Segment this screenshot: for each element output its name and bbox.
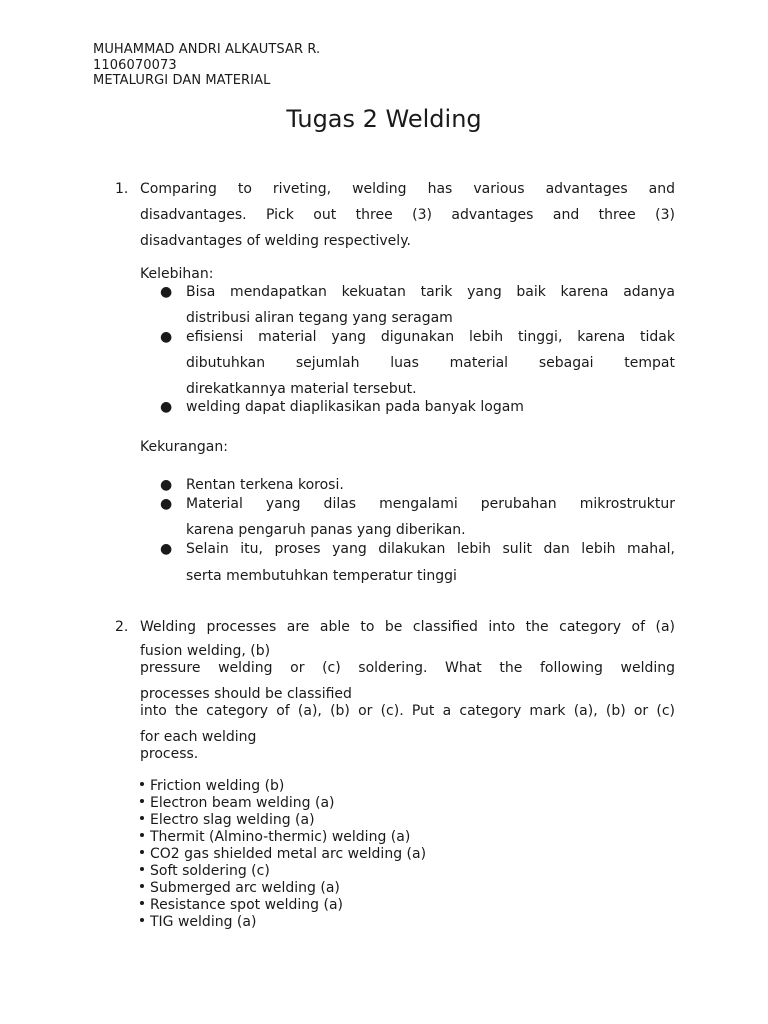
bullet-dot: ● bbox=[160, 477, 173, 493]
process-item: Electron beam welding (a) bbox=[140, 795, 334, 812]
question-1-number: 1. bbox=[115, 181, 129, 197]
process-item: TIG welding (a) bbox=[140, 914, 256, 931]
bullet-dot bbox=[140, 867, 144, 871]
bullet-dot bbox=[140, 782, 144, 786]
kelebihan-label: Kelebihan: bbox=[140, 266, 214, 282]
process-item: CO2 gas shielded metal arc welding (a) bbox=[140, 846, 426, 863]
process-item: Resistance spot welding (a) bbox=[140, 897, 343, 914]
department: METALURGI DAN MATERIAL bbox=[93, 73, 271, 88]
kelebihan-item-1: Bisa mendapatkan kekuatan tarik yang baik karena adanya bbox=[186, 284, 675, 300]
bullet-dot bbox=[140, 833, 144, 837]
question-1-line: disadvantages. Pick out three (3) advantages and three (3) bbox=[140, 207, 675, 223]
question-2-line: pressure welding or (c) soldering. What the following welding bbox=[140, 660, 675, 676]
question-1-line: Comparing to riveting, welding has various advantages and bbox=[140, 181, 675, 197]
question-2-line: for each welding bbox=[140, 729, 257, 745]
page-title: Tugas 2 Welding bbox=[286, 105, 482, 133]
question-2-line: into the category of (a), (b) or (c). Put a category mark (a), (b) or (c) bbox=[140, 703, 675, 719]
kekurangan-item-3: Selain itu, proses yang dilakukan lebih sulit dan lebih mahal, bbox=[186, 541, 675, 557]
question-2-line: fusion welding, (b) bbox=[140, 643, 271, 659]
question-1-line: disadvantages of welding respectively. bbox=[140, 233, 411, 249]
bullet-dot bbox=[140, 901, 144, 905]
bullet-dot bbox=[140, 884, 144, 888]
kelebihan-item-2: efisiensi material yang digunakan lebih tinggi, karena tidak bbox=[186, 329, 675, 345]
kekurangan-item-2: Material yang dilas mengalami perubahan mikrostruktur bbox=[186, 496, 675, 512]
bullet-dot: ● bbox=[160, 284, 173, 300]
question-2-line: processes should be classified bbox=[140, 686, 352, 702]
bullet-dot bbox=[140, 799, 144, 803]
kelebihan-item-2: dibutuhkan sejumlah luas material sebagai tempat bbox=[186, 355, 675, 371]
kelebihan-item-1: distribusi aliran tegang yang seragam bbox=[186, 310, 453, 326]
kekurangan-item-2: karena pengaruh panas yang diberikan. bbox=[186, 522, 466, 538]
process-item: Electro slag welding (a) bbox=[140, 812, 315, 829]
kekurangan-item-1: Rentan terkena korosi. bbox=[186, 477, 344, 493]
bullet-dot bbox=[140, 850, 144, 854]
process-item: Friction welding (b) bbox=[140, 778, 284, 795]
kekurangan-item-3: serta membutuhkan temperatur tinggi bbox=[186, 568, 457, 584]
question-2-line: Welding processes are able to be classified into the category of (a) bbox=[140, 619, 675, 635]
bullet-dot: ● bbox=[160, 496, 173, 512]
student-id: 1106070073 bbox=[93, 58, 177, 73]
bullet-dot: ● bbox=[160, 541, 173, 557]
process-item: Submerged arc welding (a) bbox=[140, 880, 340, 897]
process-item: Thermit (Almino-thermic) welding (a) bbox=[140, 829, 410, 846]
bullet-dot: ● bbox=[160, 399, 173, 415]
bullet-dot bbox=[140, 816, 144, 820]
bullet-dot: ● bbox=[160, 329, 173, 345]
author-name: MUHAMMAD ANDRI ALKAUTSAR R. bbox=[93, 42, 321, 57]
kelebihan-item-3: welding dapat diaplikasikan pada banyak logam bbox=[186, 399, 524, 415]
question-2-number: 2. bbox=[115, 619, 129, 635]
question-2-line: process. bbox=[140, 746, 199, 762]
process-item: Soft soldering (c) bbox=[140, 863, 270, 880]
kekurangan-label: Kekurangan: bbox=[140, 439, 228, 455]
bullet-dot bbox=[140, 918, 144, 922]
kelebihan-item-2: direkatkannya material tersebut. bbox=[186, 381, 417, 397]
